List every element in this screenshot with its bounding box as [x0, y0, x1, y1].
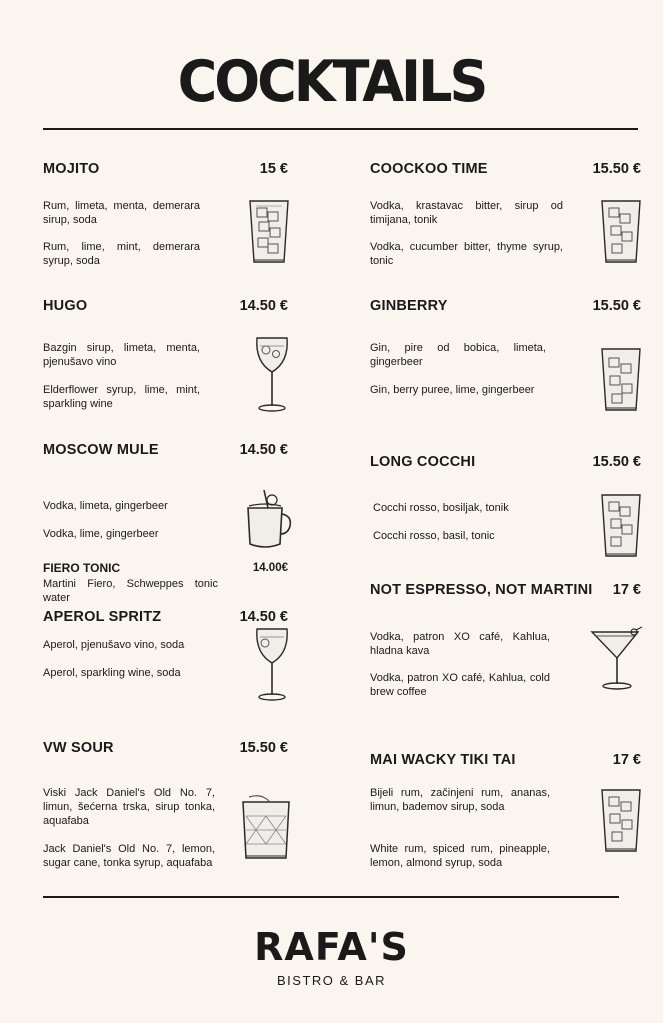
item-price-hugo: 14.50 € — [239, 298, 288, 314]
item-name-long-cocchi: LONG COCCHI — [370, 454, 476, 470]
item-price-not-espresso: 17 € — [612, 582, 641, 598]
item-name-vw-sour: VW SOUR — [43, 740, 114, 756]
item-desc-en-ginberry: Gin, berry puree, lime, gingerbeer — [370, 384, 535, 396]
item-desc-local-hugo: Bazgin sirup, limeta, menta, pjenušavo vino — [43, 342, 200, 368]
item-desc-en-coockoo-time: Vodka, cucumber bitter, thyme syrup, tonic — [370, 241, 563, 267]
brand-tagline: BISTRO & BAR — [276, 973, 387, 988]
item-desc-en-mai-wacky-tiki-tai: White rum, spiced rum, pineapple, lemon, almond syrup, soda — [370, 843, 550, 869]
item-desc-en-aperol-spritz: Aperol, sparkling wine, soda — [43, 667, 181, 679]
item-name-hugo: HUGO — [43, 298, 88, 314]
item-name-mojito: MOJITO — [43, 161, 100, 177]
item-desc-local-moscow-mule: Vodka, limeta, gingerbeer — [43, 500, 168, 512]
item-desc-en-moscow-mule: Vodka, lime, gingerbeer — [43, 528, 159, 540]
item-desc-fiero-tonic: Martini Fiero, Schweppes tonic water — [43, 578, 218, 604]
item-name-ginberry: GINBERRY — [370, 298, 448, 314]
item-desc-en-hugo: Elderflower syrup, lime, mint, sparkling wine — [43, 384, 200, 410]
highball-glass-icon — [600, 346, 642, 414]
item-price-mojito: 15 € — [259, 161, 288, 177]
item-desc-local-vw-sour: Viski Jack Daniel's Old No. 7, limun, šećerna trska, sirup tonka, aquafaba — [43, 787, 215, 827]
item-desc-local-aperol-spritz: Aperol, pjenušavo vino, soda — [43, 639, 185, 651]
rocks-glass-icon — [240, 794, 292, 864]
item-desc-local-ginberry: Gin, pire od bobica, limeta, gingerbeer — [370, 342, 546, 368]
item-price-coockoo-time: 15.50 € — [592, 161, 641, 177]
item-price-ginberry: 15.50 € — [592, 298, 641, 314]
item-price-fiero-tonic: 14.00€ — [252, 562, 288, 574]
bottom-divider — [43, 896, 619, 898]
top-divider — [43, 128, 638, 130]
item-desc-local-coockoo-time: Vodka, krastavac bitter, sirup od timijana, tonik — [370, 200, 563, 226]
item-desc-local-long-cocchi: Cocchi rosso, bosiljak, tonik — [373, 502, 509, 514]
highball-glass-icon — [600, 198, 642, 266]
item-name-moscow-mule: MOSCOW MULE — [43, 442, 159, 458]
wine-glass-icon — [252, 336, 292, 414]
copper-mug-icon — [242, 488, 292, 550]
item-desc-en-long-cocchi: Cocchi rosso, basil, tonic — [373, 530, 495, 542]
item-price-aperol-spritz: 14.50 € — [239, 609, 288, 625]
highball-glass-icon — [248, 198, 290, 266]
brand-name: RAFA'S — [254, 925, 409, 969]
item-desc-en-vw-sour: Jack Daniel's Old No. 7, lemon, sugar cane, tonka syrup, aquafaba — [43, 843, 215, 869]
wine-glass-icon — [252, 627, 292, 703]
item-name-aperol-spritz: APEROL SPRITZ — [43, 609, 162, 625]
item-price-long-cocchi: 15.50 € — [592, 454, 641, 470]
item-desc-en-mojito: Rum, lime, mint, demerara syrup, soda — [43, 241, 200, 267]
item-price-moscow-mule: 14.50 € — [239, 442, 288, 458]
martini-glass-icon — [590, 628, 644, 690]
menu-title: COCKTAILS — [177, 48, 486, 115]
item-name-fiero-tonic: FIERO TONIC — [43, 561, 121, 575]
item-desc-local-mai-wacky-tiki-tai: Bijeli rum, začinjeni rum, ananas, limun, bademov sirup, soda — [370, 787, 550, 813]
item-price-vw-sour: 15.50 € — [239, 740, 288, 756]
item-desc-en-not-espresso: Vodka, patron XO café, Kahlua, cold brew coffee — [370, 672, 550, 698]
highball-glass-icon — [600, 492, 642, 560]
highball-glass-icon — [600, 787, 642, 855]
item-name-coockoo-time: COOCKOO TIME — [370, 161, 488, 177]
item-desc-local-mojito: Rum, limeta, menta, demerara sirup, soda — [43, 200, 200, 226]
item-desc-local-not-espresso: Vodka, patron XO café, Kahlua, hladna kava — [370, 631, 550, 657]
item-name-not-espresso: NOT ESPRESSO, NOT MARTINI — [370, 582, 593, 598]
item-price-mai-wacky-tiki-tai: 17 € — [612, 752, 641, 768]
item-name-mai-wacky-tiki-tai: MAI WACKY TIKI TAI — [370, 752, 516, 768]
